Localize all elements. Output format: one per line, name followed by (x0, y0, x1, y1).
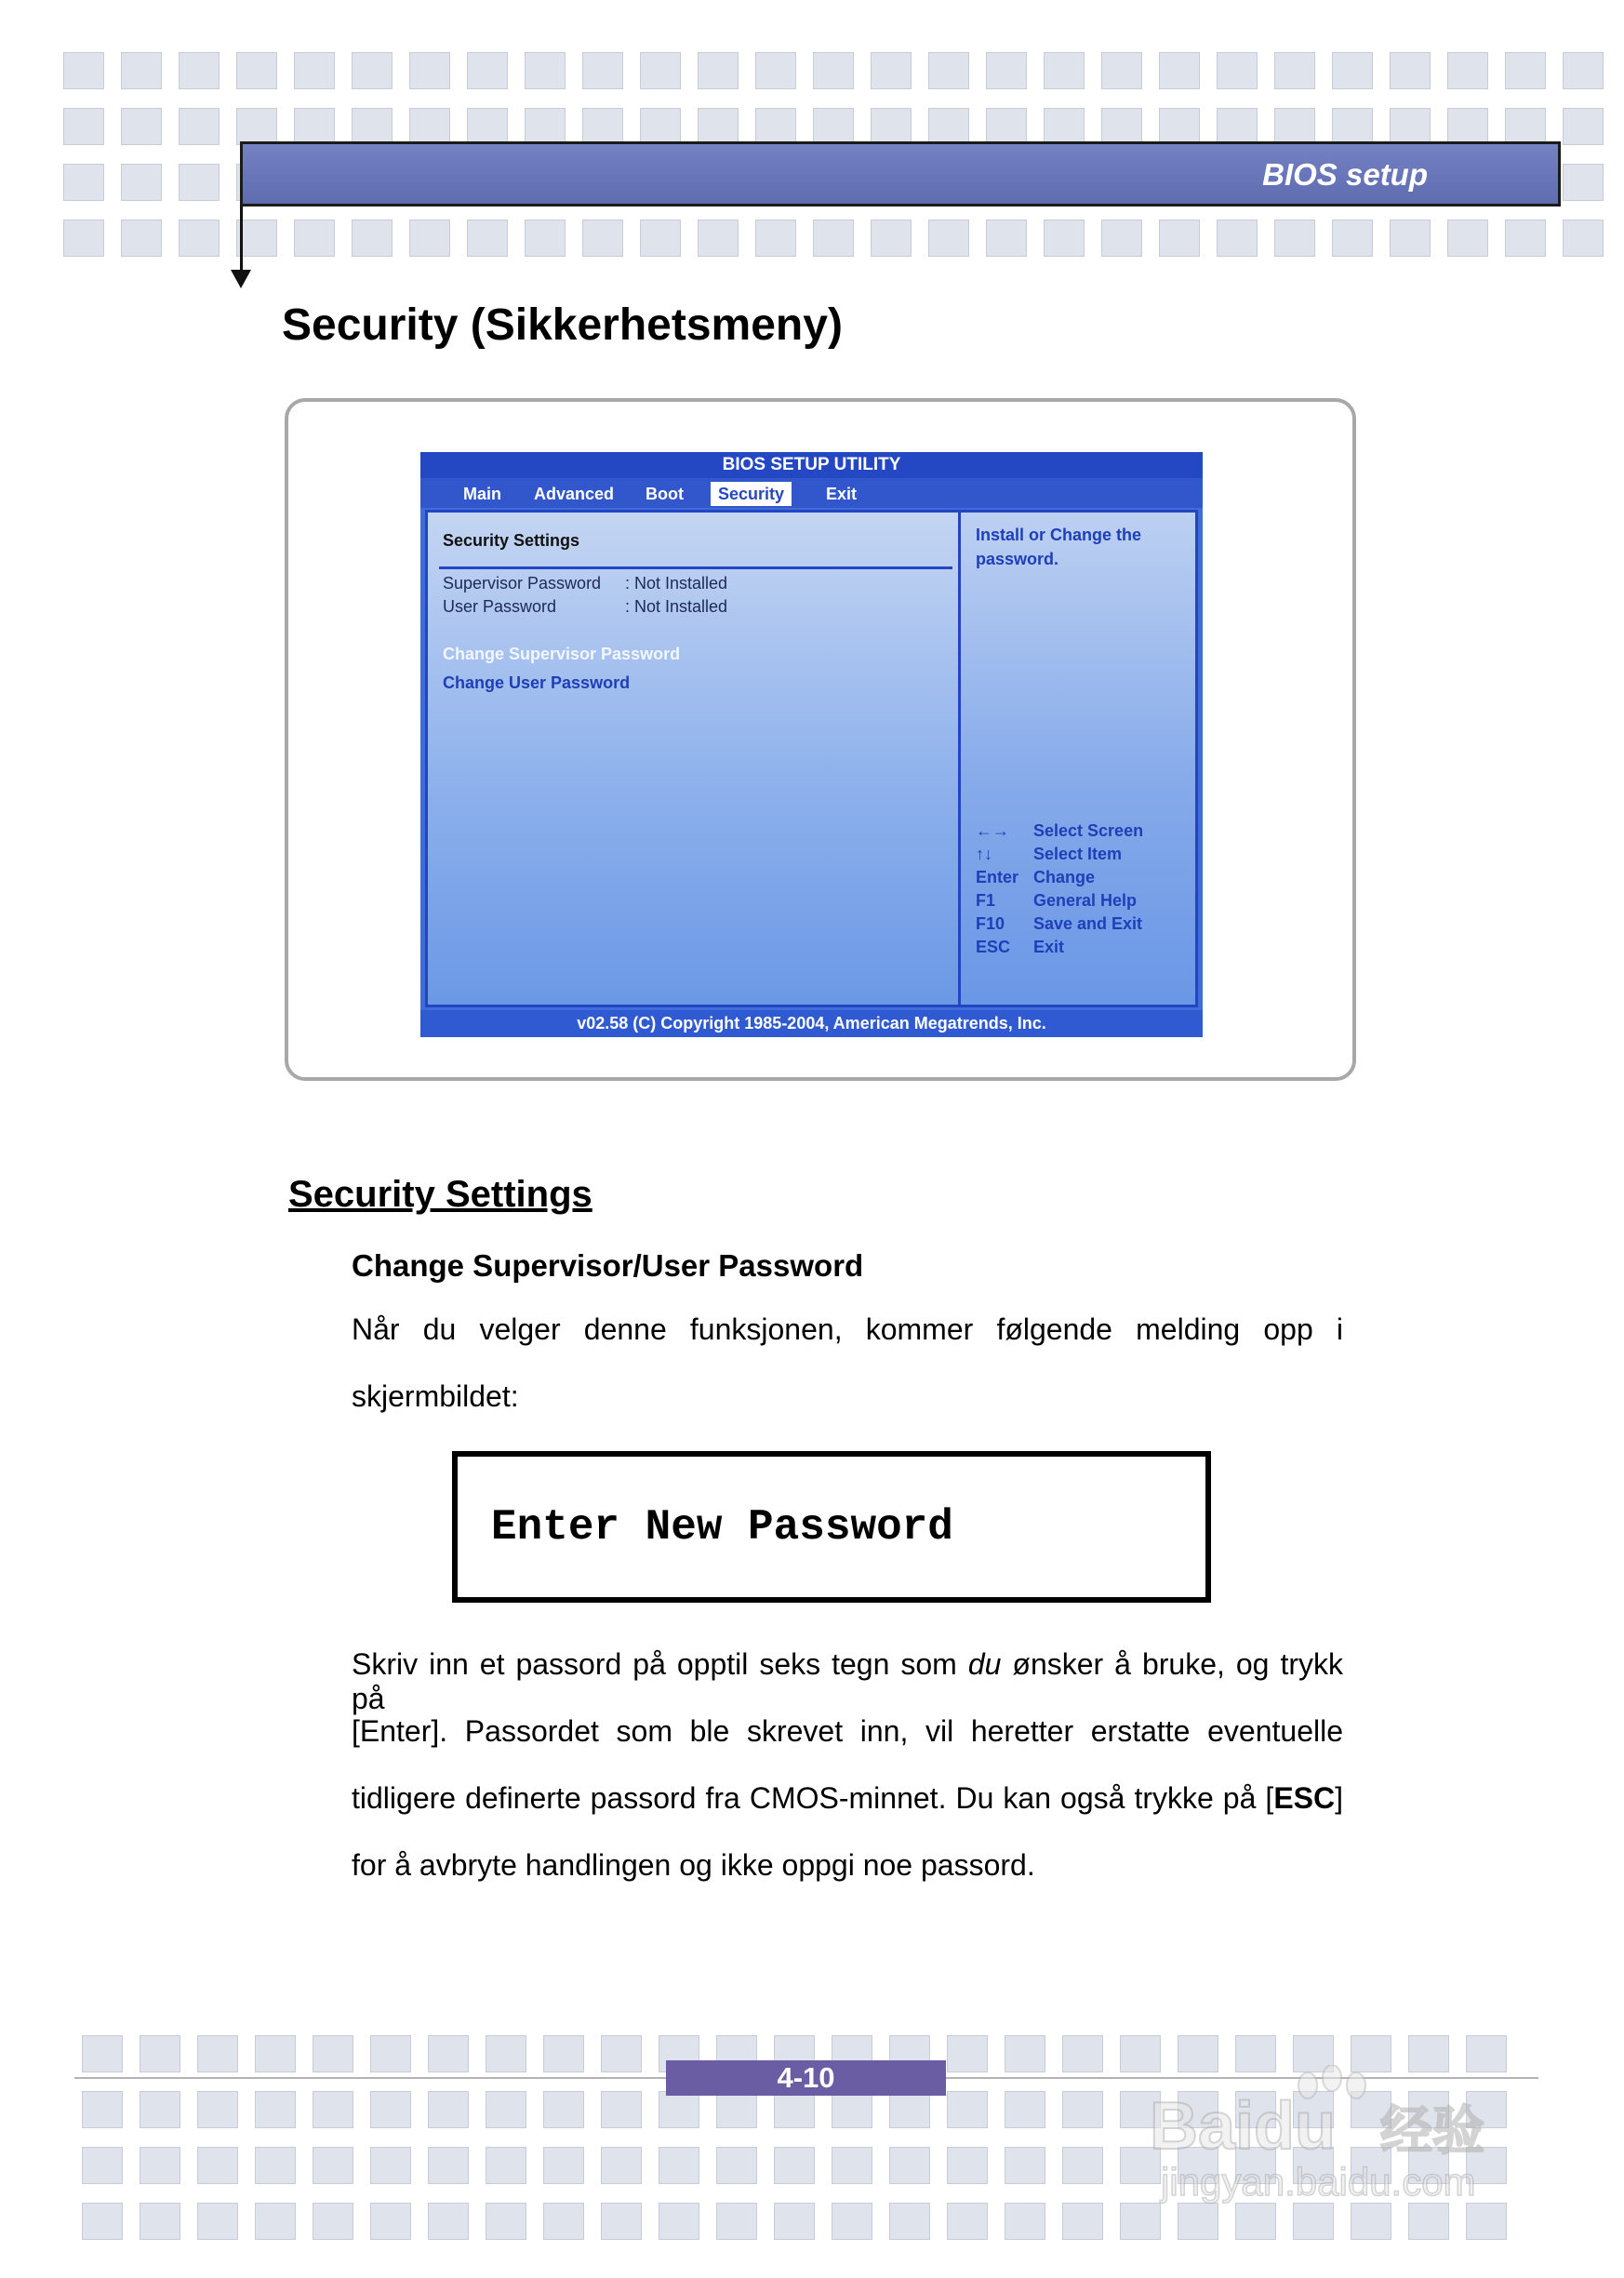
decorative-tile (1505, 220, 1546, 257)
watermark-brand: Baidu (1150, 2089, 1337, 2164)
decorative-tile (1178, 2203, 1218, 2240)
decorative-tile (889, 2091, 930, 2128)
bios-tab-main[interactable]: Main (463, 485, 502, 503)
decorative-tile (640, 220, 681, 257)
decorative-tile (1351, 2203, 1391, 2240)
decorative-tile (947, 2035, 988, 2072)
decorative-tile (467, 108, 508, 145)
bios-screenshot (420, 452, 1203, 1037)
decorative-tile (294, 220, 335, 257)
decorative-tile (1062, 2091, 1103, 2128)
key-left-right: ←→ (976, 821, 1009, 840)
decorative-tile (197, 2203, 238, 2240)
decorative-tile (928, 52, 969, 89)
decorative-tile (1101, 108, 1142, 145)
decorative-tile (140, 2091, 180, 2128)
decorative-tile (486, 2203, 526, 2240)
decorative-tile (428, 2035, 469, 2072)
decorative-tile (716, 2203, 757, 2240)
intro-paragraph-line: skjermbildet: (352, 1379, 519, 1413)
decorative-tile (1390, 108, 1431, 145)
decorative-tile (1062, 2035, 1103, 2072)
section-heading: Security Settings (288, 1174, 592, 1215)
decorative-tile (409, 52, 450, 89)
decorative-tile (813, 108, 854, 145)
decorative-tile (1101, 220, 1142, 257)
bios-main-panel (425, 510, 961, 1007)
body-text: ønsker å bruke, og trykk på (352, 1647, 1344, 1715)
change-user-password-item[interactable]: Change User Password (443, 673, 631, 692)
decorative-tile (1062, 2147, 1103, 2184)
esc-key-label: ESC (1273, 1781, 1336, 1815)
decorative-tile (82, 2203, 123, 2240)
key-action: Exit (1033, 938, 1065, 956)
decorative-tile (63, 52, 104, 89)
decorative-tile (1005, 2035, 1045, 2072)
decorative-tile (813, 52, 854, 89)
body-text: tidligere definerte passord fra CMOS-minnet. Du kan også trykke på [ (352, 1781, 1274, 1815)
decorative-tile (947, 2091, 988, 2128)
decorative-tile (601, 2203, 642, 2240)
decorative-tile (1563, 220, 1604, 257)
decorative-tile (1274, 52, 1315, 89)
decorative-tile (986, 52, 1027, 89)
decorative-tile (1390, 220, 1431, 257)
decorative-tile (352, 52, 393, 89)
down-arrow-icon (231, 270, 251, 288)
decorative-tile (1159, 220, 1200, 257)
decorative-tile (889, 2147, 930, 2184)
decorative-tile (1466, 2203, 1507, 2240)
decorative-tile (774, 2203, 815, 2240)
decorative-tile (1159, 108, 1200, 145)
decorative-tile (871, 52, 912, 89)
decorative-tile (755, 52, 796, 89)
decorative-tile (82, 2035, 123, 2072)
decorative-tile (698, 52, 739, 89)
decorative-tile (928, 220, 969, 257)
decorative-tile (1159, 52, 1200, 89)
body-text: Skriv inn et passord på opptil seks tegn som (352, 1647, 968, 1681)
subsection-heading: Change Supervisor/User Password (352, 1248, 864, 1283)
decorative-tile (543, 2203, 584, 2240)
decorative-tile (1563, 164, 1604, 201)
decorative-tile (370, 2035, 411, 2072)
decorative-tile (140, 2147, 180, 2184)
decorative-tile (659, 2091, 699, 2128)
decorative-tile (928, 108, 969, 145)
decorative-tile (947, 2203, 988, 2240)
key-action: Select Item (1033, 845, 1123, 863)
decorative-tile (716, 2147, 757, 2184)
decorative-tile (121, 108, 162, 145)
page-title: Security (Sikkerhetsmeny) (282, 300, 843, 350)
decorative-tile (313, 2091, 353, 2128)
decorative-tile (1274, 220, 1315, 257)
decorative-tile (543, 2091, 584, 2128)
body-paragraph-line: for å avbryte handlingen og ikke oppgi noe passord. (352, 1848, 1035, 1882)
decorative-tile (1217, 52, 1258, 89)
decorative-tile (871, 108, 912, 145)
decorative-tile (486, 2091, 526, 2128)
decorative-tile (755, 108, 796, 145)
key-up-down: ↑↓ (976, 845, 992, 863)
decorative-tile (197, 2035, 238, 2072)
baidu-watermark-logo (1150, 2065, 1540, 2205)
decorative-tile (1217, 220, 1258, 257)
decorative-tile (63, 108, 104, 145)
decorative-tile (313, 2147, 353, 2184)
decorative-tile (255, 2091, 296, 2128)
decorative-tile (947, 2147, 988, 2184)
decorative-tile (640, 52, 681, 89)
decorative-tile (82, 2091, 123, 2128)
body-text: ] (1335, 1781, 1343, 1815)
decorative-tile (871, 220, 912, 257)
watermark-url: jingyan.baidu.com (1161, 2160, 1476, 2204)
decorative-tile (63, 164, 104, 201)
decorative-tile (986, 108, 1027, 145)
decorative-tile (1293, 2203, 1334, 2240)
decorative-tile (409, 108, 450, 145)
decorative-tile (255, 2203, 296, 2240)
decorative-tile (601, 2091, 642, 2128)
decorative-tile (582, 108, 623, 145)
decorative-tile (525, 220, 566, 257)
decorative-tile (1505, 108, 1546, 145)
key-action: Select Screen (1033, 821, 1144, 840)
decorative-tile (255, 2147, 296, 2184)
decorative-tile (467, 52, 508, 89)
bios-tab-security[interactable]: Security (711, 482, 792, 506)
decorative-tile (601, 2147, 642, 2184)
body-paragraph-line: [Enter]. Passordet som ble skrevet inn, vil heretter erstatte eventuelle (352, 1714, 1343, 1748)
decorative-tile (1447, 108, 1488, 145)
bios-row-value: : Not Installed (625, 574, 728, 593)
decorative-tile (716, 2091, 757, 2128)
decorative-tile (1101, 52, 1142, 89)
intro-paragraph-line: Når du velger denne funksjonen, kommer følgende melding opp i (352, 1312, 1343, 1346)
decorative-tile (313, 2203, 353, 2240)
decorative-tile (1005, 2147, 1045, 2184)
decorative-tile (294, 108, 335, 145)
decorative-tile (486, 2035, 526, 2072)
decorative-tile (1235, 2203, 1276, 2240)
key-action: General Help (1033, 891, 1138, 910)
decorative-tile (832, 2203, 872, 2240)
decorative-tile (640, 108, 681, 145)
decorative-tile (774, 2147, 815, 2184)
decorative-tile (698, 108, 739, 145)
decorative-tile (197, 2091, 238, 2128)
decorative-tile (698, 220, 739, 257)
decorative-tile (525, 52, 566, 89)
decorative-tile (428, 2203, 469, 2240)
decorative-tile (236, 52, 277, 89)
password-prompt-box (452, 1451, 1211, 1603)
bios-help-text: password. (976, 550, 1059, 568)
decorative-tile (1447, 220, 1488, 257)
decorative-tile (370, 2203, 411, 2240)
key-action: Save and Exit (1033, 914, 1143, 933)
decorative-tile (1044, 108, 1085, 145)
bios-title: BIOS SETUP UTILITY (420, 452, 1203, 478)
decorative-tile (140, 2203, 180, 2240)
decorative-tile (486, 2147, 526, 2184)
decorative-tile (582, 52, 623, 89)
key-f1: F1 (976, 891, 996, 910)
decorative-tile (832, 2147, 872, 2184)
decorative-tile (525, 108, 566, 145)
decorative-tile (1044, 220, 1085, 257)
decorative-tile (1274, 108, 1315, 145)
bios-help-panel (961, 510, 1198, 1007)
decorative-tile (1505, 52, 1546, 89)
bios-tab-exit[interactable]: Exit (826, 485, 858, 503)
bios-copyright: v02.58 (C) Copyright 1985-2004, American Megatrends, Inc. (420, 1010, 1203, 1037)
decorative-tile (1563, 108, 1604, 145)
bios-tab-advanced[interactable]: Advanced (534, 485, 615, 503)
decorative-tile (659, 2147, 699, 2184)
decorative-tile (179, 164, 220, 201)
decorative-tile (140, 2035, 180, 2072)
decorative-tile (370, 2147, 411, 2184)
body-paragraph-line (352, 1647, 1343, 1716)
decorative-tile (370, 2091, 411, 2128)
decorative-tile (352, 220, 393, 257)
decorative-tile (1332, 52, 1373, 89)
decorative-tile (313, 2035, 353, 2072)
decorative-tile (1332, 220, 1373, 257)
decorative-tile (543, 2147, 584, 2184)
decorative-tile (601, 2035, 642, 2072)
decorative-tile (1062, 2203, 1103, 2240)
key-f10: F10 (976, 914, 1005, 933)
decorative-tile (1447, 52, 1488, 89)
decorative-tile (1563, 52, 1604, 89)
decorative-tile (1217, 108, 1258, 145)
decorative-tile (121, 52, 162, 89)
header-bar (240, 141, 1561, 206)
decorative-tile (82, 2147, 123, 2184)
decorative-tile (179, 220, 220, 257)
watermark-suffix: 经验 (1380, 2101, 1484, 2162)
bios-section-heading: Security Settings (443, 531, 580, 550)
bios-row-value: : Not Installed (625, 597, 728, 616)
decorative-tile (294, 52, 335, 89)
change-supervisor-password-item[interactable]: Change Supervisor Password (443, 645, 681, 663)
decorative-tile (1332, 108, 1373, 145)
decorative-tile (1408, 2203, 1449, 2240)
header-section-label: BIOS setup (1262, 157, 1428, 192)
bios-divider (439, 566, 952, 569)
page-number-badge: 4-10 (666, 2060, 946, 2096)
decorative-tile (543, 2035, 584, 2072)
decorative-tile (121, 220, 162, 257)
decorative-tile (1120, 2203, 1161, 2240)
bios-row-label: User Password (443, 597, 557, 616)
decorative-tile (813, 220, 854, 257)
decorative-tile (236, 108, 277, 145)
decorative-tile (1390, 52, 1431, 89)
decorative-tile (755, 220, 796, 257)
bios-tab-bar (420, 478, 1203, 508)
bios-tab-boot[interactable]: Boot (646, 485, 684, 503)
decorative-tile (659, 2203, 699, 2240)
decorative-tile (352, 108, 393, 145)
key-enter: Enter (976, 868, 1019, 886)
decorative-tile (774, 2091, 815, 2128)
decorative-tile (1044, 52, 1085, 89)
decorative-tile (1005, 2091, 1045, 2128)
decorative-tile (255, 2035, 296, 2072)
decorative-tile (1005, 2203, 1045, 2240)
decorative-tile (582, 220, 623, 257)
bios-row-label: Supervisor Password (443, 574, 602, 593)
decorative-tile (832, 2091, 872, 2128)
decorative-tile (428, 2091, 469, 2128)
header-connector-line (240, 206, 243, 272)
key-action: Change (1033, 868, 1096, 886)
password-prompt-text: Enter New Password (491, 1503, 953, 1552)
decorative-tile (428, 2147, 469, 2184)
body-emphasis: du (967, 1647, 1002, 1681)
decorative-tile (197, 2147, 238, 2184)
decorative-tile (121, 164, 162, 201)
decorative-tile (409, 220, 450, 257)
decorative-tile (179, 108, 220, 145)
decorative-tile (179, 52, 220, 89)
body-paragraph-line (352, 1781, 1343, 1816)
decorative-tile (63, 220, 104, 257)
key-esc: ESC (976, 938, 1011, 956)
decorative-tile (889, 2203, 930, 2240)
bios-help-text: Install or Change the (976, 526, 1142, 544)
decorative-tile (986, 220, 1027, 257)
decorative-tile (467, 220, 508, 257)
